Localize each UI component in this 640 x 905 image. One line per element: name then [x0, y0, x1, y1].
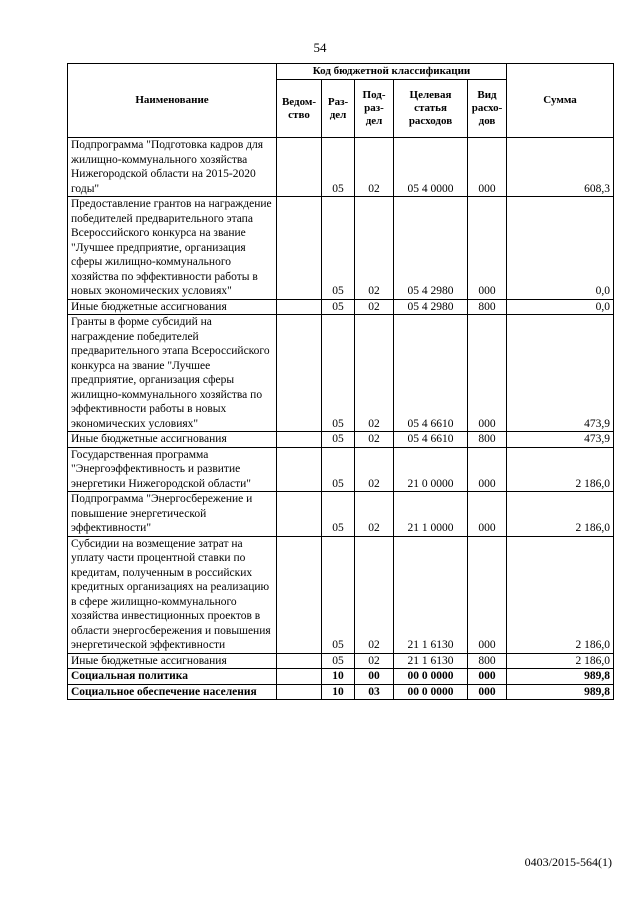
- cell-summa: 989,8: [507, 669, 614, 685]
- cell-razdel: 05: [322, 447, 355, 492]
- cell-name: Социальное обеспечение населения: [68, 684, 277, 700]
- cell-razdel: 05: [322, 299, 355, 315]
- cell-summa: 2 186,0: [507, 653, 614, 669]
- cell-celevaya: 05 4 0000: [394, 138, 468, 197]
- cell-podrazdel: 03: [355, 684, 394, 700]
- cell-summa: 2 186,0: [507, 492, 614, 537]
- cell-vedomstvo: [277, 315, 322, 432]
- table-row: [68, 653, 614, 669]
- cell-vid: 800: [468, 299, 507, 315]
- cell-podrazdel: 02: [355, 299, 394, 315]
- cell-celevaya: 00 0 0000: [394, 669, 468, 685]
- cell-vid: 000: [468, 536, 507, 653]
- cell-celevaya: 21 1 0000: [394, 492, 468, 537]
- cell-vid: 000: [468, 684, 507, 700]
- header-group: Код бюджетной классификации: [277, 64, 507, 80]
- cell-vid: 000: [468, 315, 507, 432]
- cell-vedomstvo: [277, 536, 322, 653]
- cell-celevaya: 05 4 6610: [394, 315, 468, 432]
- cell-razdel: 05: [322, 315, 355, 432]
- table-row: [68, 138, 614, 197]
- header-razdel: Раз-дел: [322, 80, 355, 138]
- header-vid: Вид расхо-дов: [468, 80, 507, 138]
- cell-razdel: 05: [322, 432, 355, 448]
- cell-vid: 000: [468, 669, 507, 685]
- header-celevaya: Целевая статья расходов: [394, 80, 468, 138]
- cell-name: Предоставление грантов на награждение победителей предварительного этапа Всероссийского конкурса на звание "Лучшее предприятие, организация сферы жилищно-коммунального хозяйства по эффективности работы в новых экономических условиях": [68, 197, 277, 300]
- cell-podrazdel: 02: [355, 447, 394, 492]
- cell-vid: 000: [468, 447, 507, 492]
- cell-vedomstvo: [277, 653, 322, 669]
- header-name: Наименование: [68, 64, 277, 138]
- cell-celevaya: 21 1 6130: [394, 536, 468, 653]
- cell-razdel: 05: [322, 138, 355, 197]
- cell-vedomstvo: [277, 492, 322, 537]
- cell-celevaya: 21 1 6130: [394, 653, 468, 669]
- cell-vedomstvo: [277, 432, 322, 448]
- cell-summa: 989,8: [507, 684, 614, 700]
- table-row: [68, 432, 614, 448]
- header-podrazdel: Под-раз-дел: [355, 80, 394, 138]
- cell-vid: 000: [468, 492, 507, 537]
- cell-summa: 2 186,0: [507, 536, 614, 653]
- cell-celevaya: 05 4 2980: [394, 197, 468, 300]
- cell-podrazdel: 00: [355, 669, 394, 685]
- table-row: [68, 197, 614, 300]
- header-summa: Сумма: [507, 64, 614, 138]
- cell-summa: 2 186,0: [507, 447, 614, 492]
- cell-razdel: 10: [322, 684, 355, 700]
- table-row: [68, 447, 614, 492]
- cell-name: Государственная программа "Энергоэффективность и развитие энергетики Нижегородской области": [68, 447, 277, 492]
- cell-vedomstvo: [277, 138, 322, 197]
- table-row: [68, 684, 614, 700]
- cell-podrazdel: 02: [355, 432, 394, 448]
- cell-vedomstvo: [277, 684, 322, 700]
- table-row: [68, 299, 614, 315]
- header-vedomstvo: Ведом-ство: [277, 80, 322, 138]
- cell-podrazdel: 02: [355, 492, 394, 537]
- cell-name: Иные бюджетные ассигнования: [68, 299, 277, 315]
- cell-podrazdel: 02: [355, 653, 394, 669]
- cell-podrazdel: 02: [355, 315, 394, 432]
- cell-vid: 000: [468, 197, 507, 300]
- cell-vid: 000: [468, 138, 507, 197]
- cell-name: Подпрограмма "Энергосбережение и повышение энергетической эффективности": [68, 492, 277, 537]
- cell-razdel: 10: [322, 669, 355, 685]
- cell-celevaya: 05 4 2980: [394, 299, 468, 315]
- cell-vedomstvo: [277, 299, 322, 315]
- cell-vid: 800: [468, 432, 507, 448]
- cell-razdel: 05: [322, 653, 355, 669]
- table-row: [68, 492, 614, 537]
- cell-vid: 800: [468, 653, 507, 669]
- cell-name: Субсидии на возмещение затрат на уплату части процентной ставки по кредитам, полученным в российских кредитных организациях на реализацию в сфере жилищно-коммунального хозяйства инвестиционных проектов в области энергосбережения и повышения энергетической эффективности: [68, 536, 277, 653]
- cell-summa: 608,3: [507, 138, 614, 197]
- cell-vedomstvo: [277, 669, 322, 685]
- cell-vedomstvo: [277, 197, 322, 300]
- cell-name: Гранты в форме субсидий на награждение победителей предварительного этапа Всероссийского конкурса на звание "Лучшее предприятие, организация сферы жилищно-коммунального хозяйства по эффективности работы в новых экономических условиях": [68, 315, 277, 432]
- cell-celevaya: 00 0 0000: [394, 684, 468, 700]
- cell-razdel: 05: [322, 197, 355, 300]
- cell-razdel: 05: [322, 536, 355, 653]
- cell-podrazdel: 02: [355, 197, 394, 300]
- cell-summa: 473,9: [507, 315, 614, 432]
- cell-name: Иные бюджетные ассигнования: [68, 653, 277, 669]
- table-row: [68, 669, 614, 685]
- cell-summa: 0,0: [507, 197, 614, 300]
- budget-table: [67, 63, 614, 700]
- cell-celevaya: 21 0 0000: [394, 447, 468, 492]
- cell-celevaya: 05 4 6610: [394, 432, 468, 448]
- cell-name: Иные бюджетные ассигнования: [68, 432, 277, 448]
- cell-razdel: 05: [322, 492, 355, 537]
- page-number: 54: [313, 40, 327, 55]
- cell-name: Подпрограмма "Подготовка кадров для жилищно-коммунального хозяйства Нижегородской области на 2015-2020 годы": [68, 138, 277, 197]
- cell-podrazdel: 02: [355, 536, 394, 653]
- cell-vedomstvo: [277, 447, 322, 492]
- document-code: 0403/2015-564(1): [524, 855, 612, 869]
- cell-name: Социальная политика: [68, 669, 277, 685]
- table-body: [68, 138, 614, 700]
- cell-podrazdel: 02: [355, 138, 394, 197]
- cell-summa: 0,0: [507, 299, 614, 315]
- table-row: [68, 315, 614, 432]
- cell-summa: 473,9: [507, 432, 614, 448]
- table-row: [68, 536, 614, 653]
